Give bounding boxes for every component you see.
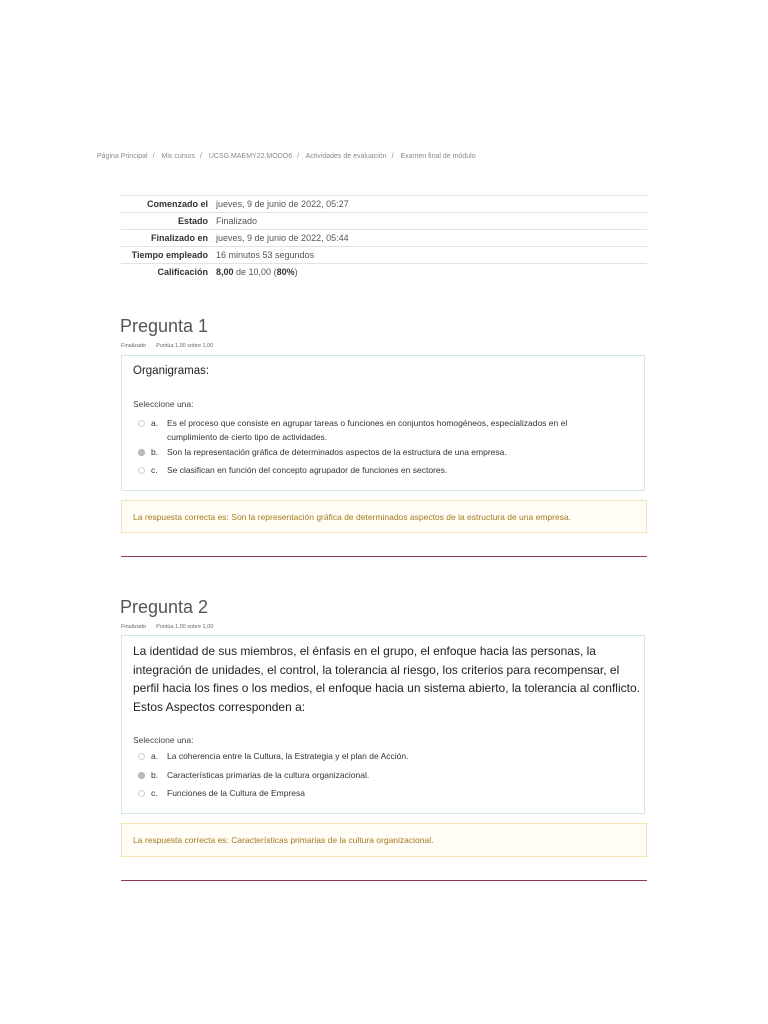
option-letter: c. — [151, 465, 158, 475]
option-letter: a. — [151, 751, 159, 761]
answer-option-a[interactable] — [138, 416, 587, 444]
question-text: Organigramas: — [133, 365, 210, 377]
option-letter: b. — [151, 770, 159, 780]
breadcrumb-course-link[interactable]: UCSG.MAEMY22.MODO6 — [208, 153, 293, 160]
answer-option-c[interactable] — [138, 786, 587, 800]
option-letter: b. — [151, 447, 159, 457]
summary-value: jueves, 9 de junio de 2022, 05:27 — [216, 199, 349, 209]
breadcrumb-home-link[interactable]: Página Principal — [97, 153, 148, 160]
question-1-title: Pregunta 1 — [120, 316, 209, 336]
question-1-box — [121, 355, 645, 491]
summary-value: 16 minutos 53 segundos — [216, 250, 315, 260]
radio-button[interactable] — [138, 467, 145, 474]
option-letter: a. — [151, 418, 159, 428]
summary-label: Calificación — [157, 267, 208, 277]
summary-label: Tiempo empleado — [131, 250, 208, 260]
question-status: Finalizado — [121, 343, 147, 349]
option-text: Es el proceso que consiste en agrupar tareas o funciones en conjuntos homogéneos, especializados en el cumplimiento de cierto tipo de actividades. — [167, 418, 568, 442]
option-text: Funciones de la Cultura de Empresa — [167, 788, 305, 798]
radio-button[interactable] — [138, 753, 145, 760]
grade-close: ) — [294, 267, 298, 277]
attempt-summary-table — [121, 195, 647, 280]
summary-value: Finalizado — [216, 216, 258, 226]
summary-label: Comenzado el — [146, 199, 208, 209]
grade-score: 8,00 — [216, 267, 234, 277]
breadcrumb-section-link[interactable]: Actividades de evaluación — [305, 153, 387, 160]
question-2-meta — [121, 624, 213, 630]
question-divider — [121, 880, 647, 881]
summary-row-finished — [121, 230, 647, 247]
summary-label: Estado — [177, 216, 208, 226]
select-one-prompt: Seleccione una: — [133, 735, 194, 745]
option-letter: c. — [151, 788, 158, 798]
breadcrumb-quiz-link[interactable]: Examen final de módulo — [400, 153, 476, 160]
question-2-feedback: La respuesta correcta es: Características primarias de la cultura organizacional. — [121, 823, 647, 857]
summary-row-time-taken — [121, 247, 647, 264]
radio-button[interactable] — [138, 420, 145, 427]
question-points: Puntúa 1,00 sobre 1,00 — [156, 624, 214, 630]
radio-button-selected[interactable] — [138, 772, 145, 779]
option-text: Se clasifican en función del concepto agrupador de funciones en sectores. — [167, 465, 448, 475]
question-2-box — [121, 635, 645, 814]
summary-value: jueves, 9 de junio de 2022, 05:44 — [216, 233, 349, 243]
answer-option-b[interactable] — [138, 445, 587, 459]
option-text: Son la representación gráfica de determinados aspectos de la estructura de una empresa. — [167, 447, 507, 457]
answer-option-a[interactable] — [138, 749, 587, 763]
question-2-title: Pregunta 2 — [120, 597, 209, 617]
option-text: Características primarias de la cultura organizacional. — [167, 770, 370, 780]
radio-button-selected[interactable] — [138, 449, 145, 456]
answer-option-c[interactable] — [138, 463, 587, 477]
answer-option-b[interactable] — [138, 768, 587, 782]
question-points: Puntúa 1,00 sobre 1,00 — [156, 343, 214, 349]
summary-value-grade — [216, 267, 298, 277]
grade-out-of: de 10,00 ( — [233, 267, 277, 277]
grade-percent: 80% — [276, 267, 295, 277]
summary-row-grade — [121, 264, 647, 280]
summary-label: Finalizado en — [150, 233, 208, 243]
breadcrumb-my-courses-link[interactable]: Mis cursos — [161, 153, 195, 160]
question-text: La identidad de sus miembros, el énfasis en el grupo, el enfoque hacia las personas, la integración de unidades, el control, la tolerancia al riesgo, los criterios para recompensar, el perfil hacia los fines o los medios, el enfoque hacia un sistema abierto, la tolerancia al conflicto. Estos Aspectos corresponden a: — [133, 644, 640, 714]
option-text: La coherencia entre la Cultura, la Estrategia y el plan de Acción. — [167, 751, 409, 761]
radio-button[interactable] — [138, 790, 145, 797]
breadcrumb: Página Principal / Mis cursos / UCSG.MAEMY22.MODO6 / Actividades de evaluación / Examen final de módulo — [97, 153, 476, 160]
question-1-meta — [121, 343, 213, 349]
summary-row-state — [121, 213, 647, 230]
question-1-feedback: La respuesta correcta es: Son la representación gráfica de determinados aspectos de la estructura de una empresa. — [121, 500, 647, 533]
summary-row-started — [121, 196, 647, 213]
question-status: Finalizado — [121, 624, 147, 630]
select-one-prompt: Seleccione una: — [133, 399, 194, 409]
question-divider — [121, 556, 647, 557]
